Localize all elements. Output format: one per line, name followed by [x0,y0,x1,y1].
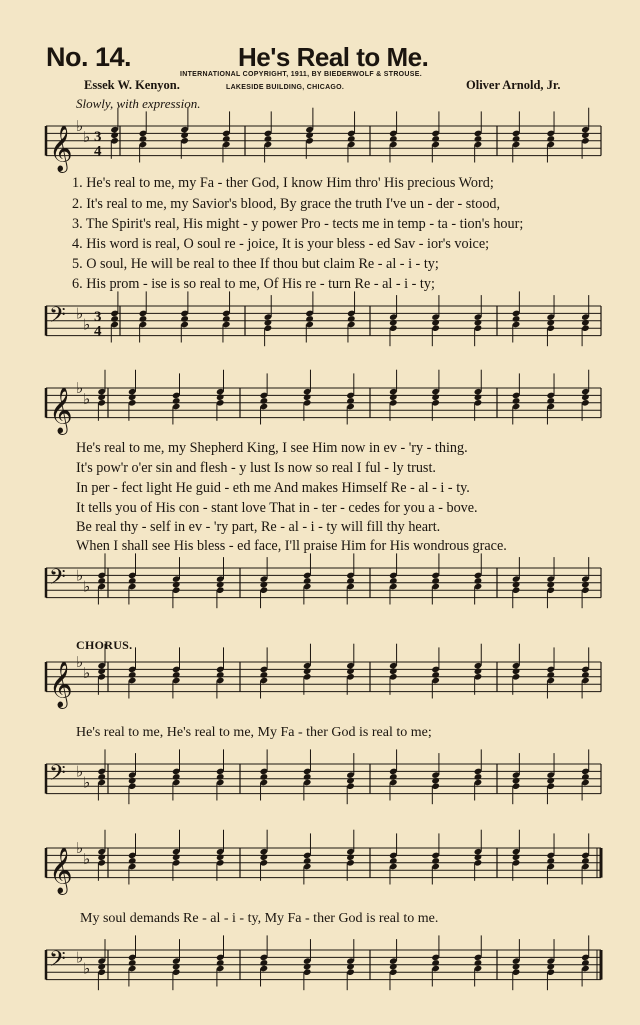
verse-1-line-1: 1. He's real to me, my Fa - ther God, I know Him thro' His precious Word; [72,175,494,191]
svg-text:𝄞: 𝄞 [49,387,73,434]
svg-text:♭: ♭ [83,390,91,409]
chorus-label: CHORUS. [76,638,133,652]
svg-text:3: 3 [94,128,102,145]
svg-text:♭: ♭ [83,959,91,978]
verse-5-line-1: 5. O soul, He will be real to thee If thou but claim Re - al - i - ty; [72,256,439,272]
svg-text:𝄢: 𝄢 [49,761,66,791]
verse-6-line-1: 6. His prom - ise is so real to me, Of His re - turn Re - al - i - ty; [72,276,435,292]
treble-staff-system-4 [0,839,640,894]
svg-text:♭: ♭ [83,315,91,334]
treble-staff-system-1 [0,118,640,178]
svg-text:♭: ♭ [76,839,84,857]
copyright-line: INTERNATIONAL COPYRIGHT, 1911, BY BIEDERWOLF & STROUSE. [180,71,422,78]
verse-2-line-2: It's pow'r o'er sin and flesh - y lust Is now so real I ful - ly trust. [76,460,436,476]
chorus-line-1: He's real to me, He's real to me, My Fa - ther God is real to me; [76,725,432,740]
verse-6-line-2: When I shall see His bless - ed face, I'll praise Him for His wondrous grace. [76,538,507,554]
svg-text:♭: ♭ [76,762,84,781]
svg-text:𝄞: 𝄞 [49,125,73,172]
svg-text:♭: ♭ [83,128,91,147]
verse-5-line-2: Be real thy - self in ev - 'ry part, Re - al - i - ty will fill thy heart. [76,519,441,535]
verse-1-line-2: He's real to me, my Shepherd King, I see Him now in ev - 'ry - thing. [76,440,468,456]
verse-4-line-1: 4. His word is real, O soul re - joice, It is your bless - ed Sav - ior's voice; [72,236,490,252]
svg-text:♭: ♭ [76,566,84,585]
hymn-number: No. 14. [46,42,132,72]
composer-credit: Oliver Arnold, Jr. [466,78,561,92]
bass-staff-system-1 [0,300,640,350]
svg-text:𝄞: 𝄞 [49,847,73,894]
svg-text:♭: ♭ [83,664,91,683]
svg-text:𝄢: 𝄢 [49,303,66,333]
bass-staff-system-2 [0,562,640,612]
verse-2-line-1: 2. It's real to me, my Savior's blood, By grace the truth I've un - der - stood, [72,196,501,212]
hymn-title: He's Real to Me. [238,42,429,72]
svg-text:4: 4 [94,323,102,340]
svg-text:♭: ♭ [83,773,91,792]
tempo-marking: Slowly, with expression. [76,96,201,111]
svg-text:♭: ♭ [76,304,84,323]
treble-staff-system-3 [0,653,640,708]
verse-3-line-2: In per - fect light He guid - eth me And makes Himself Re - al - i - ty. [76,480,470,496]
svg-text:♭: ♭ [76,653,84,671]
svg-text:♭: ♭ [83,577,91,596]
lyricist-credit: Essek W. Kenyon. [84,78,180,92]
svg-text:♭: ♭ [76,379,84,397]
svg-text:♭: ♭ [83,850,91,869]
svg-text:♭: ♭ [76,948,84,967]
verse-4-line-2: It tells you of His con - stant love That in - ter - cedes for you a - bove. [76,500,478,516]
verse-3-line-1: 3. The Spirit's real, His might - y power Pro - tects me in temp - ta - tion's hour; [72,216,524,232]
svg-text:𝄢: 𝄢 [49,947,66,977]
bass-staff-system-3 [0,758,640,808]
svg-text:𝄞: 𝄞 [49,661,73,708]
svg-text:♭: ♭ [76,117,84,135]
chorus-line-2: My soul demands Re - al - i - ty, My Fa - ther God is real to me. [80,911,439,926]
svg-text:3: 3 [94,308,102,325]
treble-staff-system-2 [0,379,640,434]
svg-text:4: 4 [94,143,102,160]
svg-text:𝄢: 𝄢 [49,565,66,595]
bass-staff-system-4 [0,944,640,994]
publisher-address: LAKESIDE BUILDING, CHICAGO. [226,84,345,91]
